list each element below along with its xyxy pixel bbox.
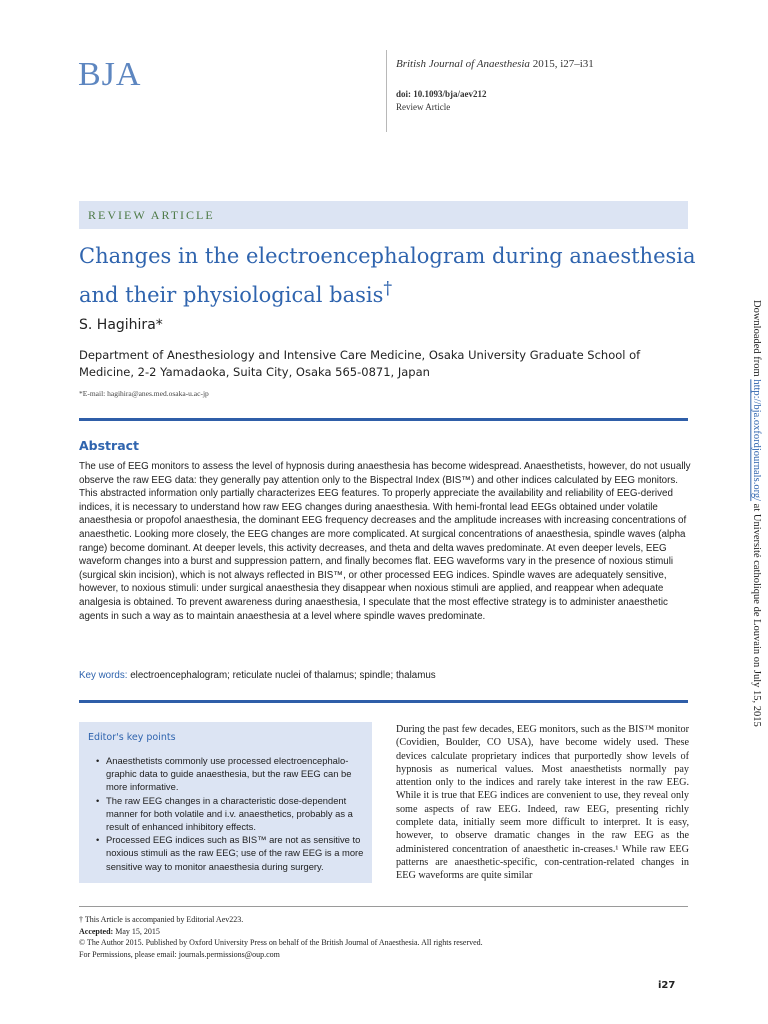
download-prefix: Downloaded from	[751, 300, 762, 380]
download-notice	[742, 300, 762, 727]
key-point: • Anaesthetists commonly use processed electroencephalo-graphic data to guide anaesthesia, but the raw EEG can be more informative.	[97, 754, 364, 794]
download-suffix: at Université catholique de Louvain on July 15, 2015	[751, 501, 762, 727]
header-divider	[386, 50, 387, 132]
affiliation: Department of Anesthesiology and Intensive Care Medicine, Osaka University Graduate School of Medicine, 2-2 Yamadaoka, Suita City, Osaka 565-0871, Japan	[79, 348, 641, 379]
section-band	[79, 201, 688, 229]
keywords-label: Key words:	[79, 670, 128, 681]
article-title-text: Changes in the electroencephalogram during anaesthesia and their physiological basis	[79, 244, 696, 307]
title-footnote-mark: †	[383, 279, 393, 299]
accepted-date: May 15, 2015	[113, 926, 160, 936]
divider-bottom	[79, 700, 688, 703]
page-number: i27	[658, 980, 676, 991]
key-point: • Processed EEG indices such as BIS™ are not as sensitive to noxious stimuli as the raw EEG; use of the raw EEG is a more sensitive way to monitor anaesthesia during surgery.	[97, 833, 364, 873]
accepted-label: Accepted:	[79, 926, 114, 936]
article-meta	[396, 88, 487, 114]
footnotes	[79, 914, 483, 960]
journal-year-pages: 2015, i27–i31	[529, 58, 594, 70]
footnote-accepted	[79, 926, 483, 938]
journal-name: British Journal of Anaesthesia	[396, 58, 530, 70]
footnote-permissions: For Permissions, please email: journals.permissions@oup.com	[79, 949, 280, 959]
keywords	[79, 670, 436, 681]
keywords-list: electroencephalogram; reticulate nuclei of thalamus; spindle; thalamus	[127, 670, 436, 681]
divider-top	[79, 418, 688, 421]
footnote-divider	[79, 906, 688, 907]
key-points-box	[79, 722, 372, 883]
footnote-editorial: † This Article is accompanied by Editorial Aev223.	[79, 915, 244, 924]
article-type: Review Article	[396, 102, 451, 112]
abstract-heading: Abstract	[79, 438, 140, 453]
author: S. Hagihira*	[79, 317, 163, 333]
doi[interactable]: doi: 10.1093/bja/aev212	[396, 89, 487, 99]
body-text: During the past few decades, EEG monitors, such as the BIS™ monitor (Covidien, Boulder, CO USA), have become widely used. These devices calculate proprietary indices that purportedly show levels of hypnosis as numerical values. Most anaesthetists normally pay attention only to the indices and rarely take interest in the raw EEG. While it is true that EEG indices are convenient to use, they reveal only some aspects of raw EEG. Indeed, raw EEG, presenting richly complete data, initially seem more difficult to interpret. It is easy, however, to observe dramatic changes in the raw EEG as the administered concentration of anaesthetic in-creases.¹ While raw EEG patterns are anaesthetic-specific, con-centration-related changes in EEG waveforms are quite similar	[396, 724, 689, 882]
author-email[interactable]: *E-mail: hagihira@anes.med.osaka-u.ac-jp	[79, 389, 209, 398]
article-title	[79, 240, 699, 312]
key-points-list	[79, 754, 372, 873]
journal-citation	[396, 58, 594, 70]
abstract-text: The use of EEG monitors to assess the level of hypnosis during anaesthesia has become widespread. Anaesthetists, however, do not usually observe the raw EEG data: they generally pay attention only to the Bispectral Index (BIS™) and other indices calculated by EEG monitors. This abstracted information only partially characterizes EEG features. To properly appreciate the availability and reliability of EEG-derived indices, it is necessary to understand how raw EEG changes during anaesthesia. With hemi-frontal lead EEGs obtained under volatile anaesthesia or propofol anaesthesia, the dominant EEG frequency decreases and the amplitude increases with increasing concentrations of anaesthetic. Looking more closely, the EEG changes are more complicated. At surgical concentrations of anaesthesia, spindle waves (alpha range) become dominant. At deeper levels, this activity decreases, and theta and delta waves predominate. At even deeper levels, EEG waveform changes into a burst and suppression pattern, and finally becomes flat. EEG waveforms vary in the presence of noxious stimuli (surgical skin incision), which is not always reflected in BIS™, or other processed EEG indices. Spindle waves are adequately sensitive, however, to noxious stimuli: under surgical anaesthesia they disappear when noxious stimuli are applied, and reappear when adequate analgesia is obtained. To prevent awareness during anaesthesia, I speculate that the most effective strategy is to administer anaesthetic agents in such a way as to maintain anaesthesia at a level where spindle waves predominate.	[79, 461, 691, 622]
key-point: • The raw EEG changes in a characteristic dose-dependent manner for both volatile and i.v. anaesthetics, probably as a result of enhanced inhibitory effects.	[97, 794, 364, 834]
journal-logo: BJA	[78, 56, 142, 93]
section-label: REVIEW ARTICLE	[88, 208, 215, 222]
download-link[interactable]: http://bja.oxfordjournals.org/	[751, 379, 762, 502]
footnote-copyright: © The Author 2015. Published by Oxford University Press on behalf of the British Journal of Anaesthesia. All rights reserved.	[79, 938, 483, 947]
key-points-heading: Editor's key points	[88, 732, 176, 743]
